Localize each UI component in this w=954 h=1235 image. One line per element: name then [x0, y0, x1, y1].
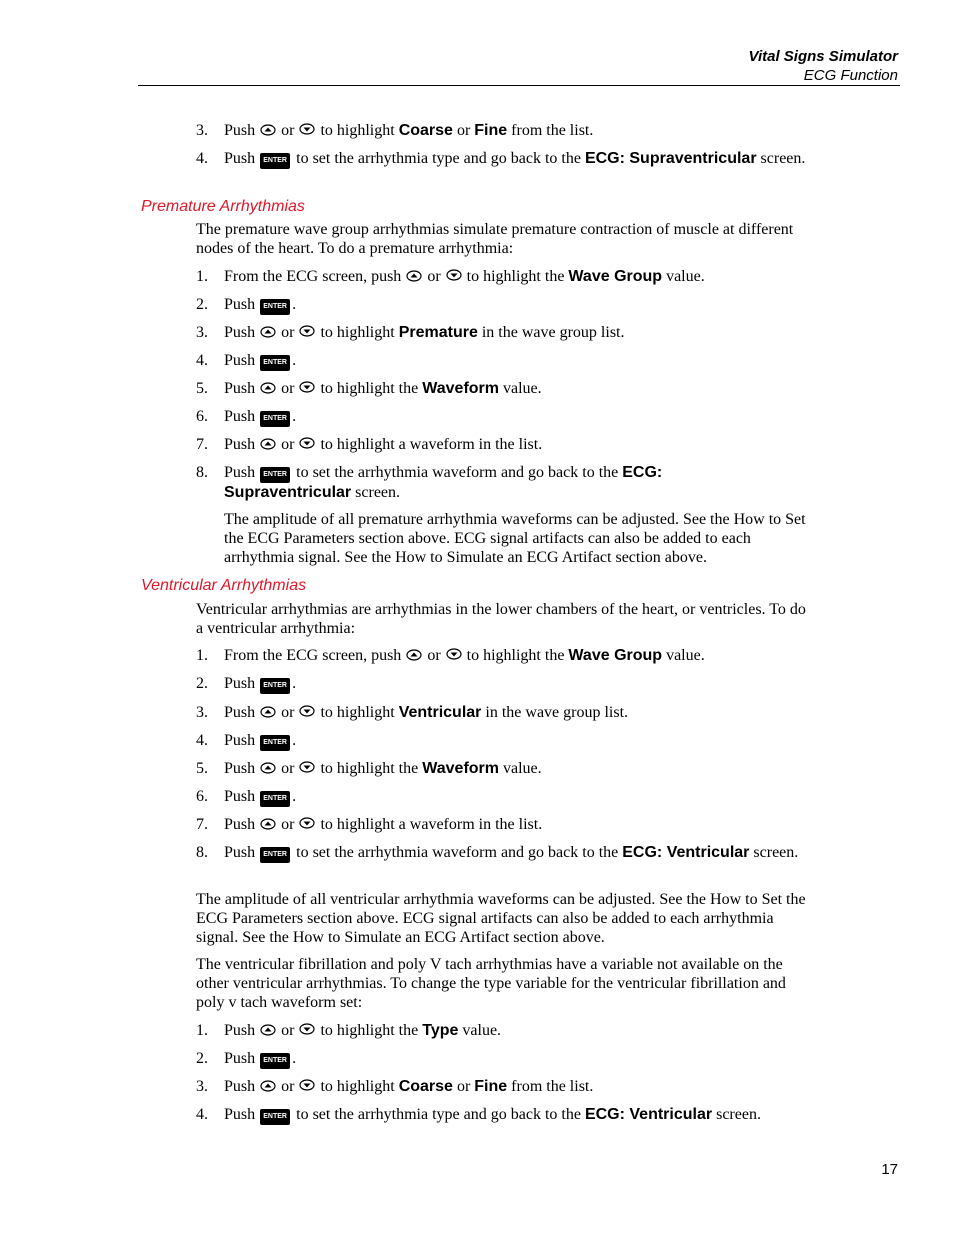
push-word: Push [224, 408, 256, 425]
enter-key-icon: ENTER [260, 1109, 290, 1125]
push-word: Push [224, 464, 256, 481]
down-arrow-icon [446, 648, 462, 661]
step-text [224, 1049, 814, 1069]
step-text-part: value. [462, 1022, 502, 1039]
section-heading-ventricular: Ventricular Arrhythmias [141, 577, 307, 594]
up-arrow-icon [406, 648, 422, 661]
step-text [224, 815, 814, 834]
step-text [224, 787, 814, 807]
period: . [292, 675, 297, 692]
coarse-label: Coarse [398, 122, 453, 139]
step-text [224, 435, 814, 454]
step-text-part: in the wave group list. [481, 324, 625, 341]
down-arrow-icon [299, 1079, 315, 1092]
step-text-part: to highlight the [320, 380, 419, 397]
step-text [224, 1077, 814, 1096]
step-number: 8. [196, 464, 208, 481]
down-arrow-icon [299, 817, 315, 830]
premature-intro: The premature wave group arrhythmias simulate premature contraction of muscle at different nodes of the heart. To do a premature arrhythmia: [196, 221, 794, 257]
step-text-part: from the list. [511, 122, 594, 139]
period: . [292, 296, 297, 313]
fine-label: Fine [474, 122, 508, 139]
step-number: 6. [196, 788, 208, 805]
fine-label: Fine [474, 1078, 508, 1095]
step-number: 1. [196, 1022, 208, 1039]
step-number: 3. [196, 324, 208, 341]
step-number: 3. [196, 1078, 208, 1095]
push-word: Push [224, 352, 256, 369]
step-text-part: screen. [753, 844, 799, 861]
push-word: Push [224, 380, 256, 397]
step-number: 3. [196, 704, 208, 721]
up-arrow-icon [260, 325, 276, 338]
step-number: 7. [196, 436, 208, 453]
or-word: or [456, 1078, 471, 1095]
enter-key-icon: ENTER [260, 791, 290, 807]
step-text-part: to set the arrhythmia waveform and go back to the [296, 844, 619, 861]
running-header-title: Vital Signs Simulator [748, 48, 898, 65]
step-text-part: value. [666, 268, 705, 285]
period: . [292, 352, 297, 369]
up-arrow-icon [260, 123, 276, 136]
step-text [224, 1105, 814, 1125]
enter-key-icon: ENTER [260, 847, 290, 863]
period: . [292, 732, 297, 749]
step-text [224, 843, 814, 863]
coarse-label: Coarse [398, 1078, 453, 1095]
step-text [224, 121, 814, 140]
push-word: Push [224, 1078, 256, 1095]
or-word: or [281, 436, 295, 453]
step-text-part: value. [503, 760, 542, 777]
or-word: or [281, 380, 295, 397]
step-number: 4. [196, 1106, 208, 1123]
or-word: or [281, 122, 295, 139]
push-word: Push [224, 1022, 256, 1039]
enter-key-icon: ENTER [260, 355, 290, 371]
down-arrow-icon [299, 123, 315, 136]
bold-term: Ventricular [398, 704, 482, 721]
bold-term: Waveform [422, 760, 499, 777]
step-number: 8. [196, 844, 208, 861]
enter-key-icon: ENTER [260, 411, 290, 427]
enter-key-icon: ENTER [260, 467, 290, 483]
down-arrow-icon [299, 437, 315, 450]
step-text-part: to highlight the [466, 268, 565, 285]
or-word: or [456, 122, 471, 139]
step-text-part: to highlight [320, 324, 395, 341]
step-text [224, 295, 814, 315]
step-number: 6. [196, 408, 208, 425]
step-text [224, 759, 814, 778]
push-word: Push [224, 704, 256, 721]
step-text [224, 323, 814, 342]
bold-term: Waveform [422, 380, 499, 397]
step-number: 2. [196, 1050, 208, 1067]
step-text-part: to set the arrhythmia type and go back to the [296, 150, 581, 167]
step-text [224, 407, 814, 427]
up-arrow-icon [260, 437, 276, 450]
bold-term: Premature [398, 324, 478, 341]
section-heading-premature: Premature Arrhythmias [141, 198, 305, 215]
bold-term: Type [422, 1022, 459, 1039]
down-arrow-icon [446, 269, 462, 282]
bold-term: Wave Group [568, 268, 663, 285]
up-arrow-icon [260, 1023, 276, 1036]
step-text-part: to highlight the [320, 760, 419, 777]
step-text-part: value. [503, 380, 542, 397]
enter-key-icon: ENTER [260, 1053, 290, 1069]
step-text-part: to highlight a waveform in the list. [320, 436, 543, 453]
or-word: or [427, 647, 441, 664]
screen-name: ECG: Supraventricular [224, 464, 663, 501]
running-header-subtitle: ECG Function [803, 67, 898, 84]
step-text-part: to set the arrhythmia waveform and go back to the [296, 464, 619, 481]
step-text-part: value. [666, 647, 705, 664]
ventricular-intro: Ventricular arrhythmias are arrhythmias in the lower chambers of the heart, or ventricles. To do a ventricular arrhythmia: [196, 601, 806, 637]
enter-key-icon: ENTER [260, 735, 290, 751]
step-text-part: to highlight the [320, 1022, 419, 1039]
step-text [224, 674, 814, 694]
ventricular-paragraph-2: The ventricular fibrillation and poly V tach arrhythmias have a variable not available on the other ventricular arrhythmias. To change the type variable for the ventricular fibrillation and poly v tach waveform set: [196, 956, 786, 1011]
step-text [224, 149, 814, 169]
down-arrow-icon [299, 325, 315, 338]
or-word: or [281, 816, 295, 833]
or-word: or [281, 760, 295, 777]
enter-key-icon: ENTER [260, 153, 290, 169]
push-word: Push [224, 760, 256, 777]
step-text [224, 379, 814, 398]
step-text-part: to highlight [320, 122, 395, 139]
step-number: 4. [196, 150, 208, 167]
down-arrow-icon [299, 705, 315, 718]
up-arrow-icon [260, 761, 276, 774]
screen-name: ECG: Ventricular [622, 844, 750, 861]
step-text [224, 731, 814, 751]
step-text [224, 703, 814, 722]
enter-key-icon: ENTER [260, 678, 290, 694]
step-number: 4. [196, 732, 208, 749]
bold-term: Wave Group [568, 647, 663, 664]
step-number: 5. [196, 760, 208, 777]
push-word: Push [224, 150, 256, 167]
push-word: Push [224, 844, 256, 861]
step-number: 4. [196, 352, 208, 369]
push-word: Push [224, 816, 256, 833]
step-text [224, 646, 814, 665]
up-arrow-icon [260, 817, 276, 830]
up-arrow-icon [260, 705, 276, 718]
header-rule [138, 85, 900, 86]
step-text-part: screen. [760, 150, 806, 167]
up-arrow-icon [406, 269, 422, 282]
period: . [292, 788, 297, 805]
step-text [224, 463, 704, 502]
step-text-part: screen. [355, 484, 401, 501]
push-word: Push [224, 1106, 256, 1123]
step-number: 2. [196, 296, 208, 313]
push-word: Push [224, 436, 256, 453]
screen-name: ECG: Ventricular [584, 1106, 713, 1123]
push-word: Push [224, 122, 256, 139]
or-word: or [427, 268, 441, 285]
step-text-part: to set the arrhythmia type and go back to the [296, 1106, 581, 1123]
page-number: 17 [881, 1161, 898, 1178]
or-word: or [281, 324, 295, 341]
premature-note: The amplitude of all premature arrhythmia waveforms can be adjusted. See the How to Set the ECG Parameters section above. ECG signal artifacts can also be added to each arrhythmia signal. See the How to Simulate an ECG Artifact section above. [224, 511, 806, 566]
step-number: 1. [196, 647, 208, 664]
step-text-part: From the ECG screen, push [224, 268, 402, 285]
period: . [292, 1050, 297, 1067]
or-word: or [281, 704, 295, 721]
step-text [224, 1021, 814, 1040]
or-word: or [281, 1022, 295, 1039]
step-text-part: screen. [716, 1106, 761, 1123]
push-word: Push [224, 296, 256, 313]
step-text-part: in the wave group list. [485, 704, 629, 721]
down-arrow-icon [299, 761, 315, 774]
step-text-part: to highlight the [466, 647, 565, 664]
step-text-part: to highlight a waveform in the list. [320, 816, 543, 833]
step-number: 7. [196, 816, 208, 833]
down-arrow-icon [299, 381, 315, 394]
push-word: Push [224, 324, 256, 341]
step-number: 1. [196, 268, 208, 285]
push-word: Push [224, 675, 256, 692]
push-word: Push [224, 732, 256, 749]
step-text-part: from the list. [511, 1078, 594, 1095]
step-number: 2. [196, 675, 208, 692]
push-word: Push [224, 1050, 256, 1067]
ventricular-paragraph-1: The amplitude of all ventricular arrhythmia waveforms can be adjusted. See the How to Set the ECG Parameters section above. ECG signal artifacts can also be added to each arrhythmia signal. See the How to Simulate an ECG Artifact section above. [196, 891, 806, 946]
step-text-part: to highlight [320, 704, 395, 721]
step-text-part: From the ECG screen, push [224, 647, 402, 664]
up-arrow-icon [260, 1079, 276, 1092]
or-word: or [281, 1078, 295, 1095]
up-arrow-icon [260, 381, 276, 394]
period: . [292, 408, 297, 425]
down-arrow-icon [299, 1023, 315, 1036]
screen-name: ECG: Supraventricular [584, 150, 757, 167]
push-word: Push [224, 788, 256, 805]
step-number: 5. [196, 380, 208, 397]
step-text-part: to highlight [320, 1078, 395, 1095]
step-number: 3. [196, 122, 208, 139]
step-text [224, 351, 814, 371]
step-text [224, 267, 814, 286]
enter-key-icon: ENTER [260, 299, 290, 315]
